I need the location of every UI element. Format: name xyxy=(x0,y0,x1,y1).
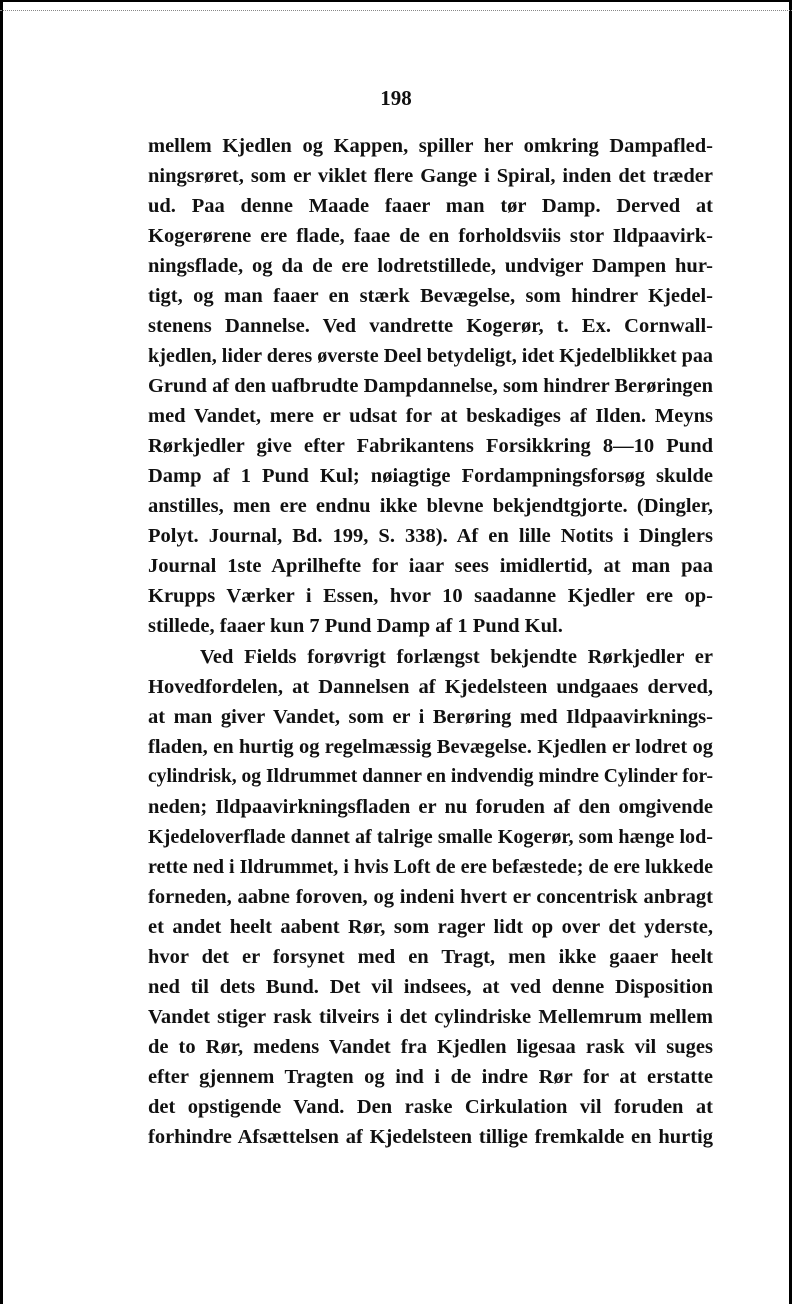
text-line: Vandet stiger rask tilveirs i det cylindriske Mellemrum mellem xyxy=(148,1006,713,1028)
scan-dotted-rule xyxy=(0,10,792,12)
text-line: neden; Ildpaavirkningsfladen er nu foruden af den omgivende xyxy=(148,796,713,818)
text-line: Polyt. Journal, Bd. 199, S. 338). Af en lille Notits i Dinglers xyxy=(148,525,713,547)
text-line: hvor det er forsynet med en Tragt, men ikke gaaer heelt xyxy=(148,946,713,968)
text-line: Ved Fields forøvrigt forlængst bekjendte Rørkjedler er xyxy=(200,646,713,668)
text-line: et andet heelt aabent Rør, som rager lidt op over det yderste, xyxy=(148,916,713,938)
page-number: 198 xyxy=(380,86,412,110)
text-line: Damp af 1 Pund Kul; nøiagtige Fordampningsforsøg skulde xyxy=(148,465,713,487)
text-line: Hovedfordelen, at Dannelsen af Kjedelsteen undgaaes derved, xyxy=(148,676,713,698)
text-line: fladen, en hurtig og regelmæssig Bevægelse. Kjedlen er lodret og xyxy=(148,736,713,758)
text-line: det opstigende Vand. Den raske Cirkulation vil foruden at xyxy=(148,1096,713,1118)
text-line: ningsflade, og da de ere lodretstillede, undviger Dampen hur- xyxy=(148,255,713,277)
text-line: ud. Paa denne Maade faaer man tør Damp. Derved at xyxy=(148,195,713,217)
text-line: Krupps Værker i Essen, hvor 10 saadanne Kjedler ere op- xyxy=(148,585,713,607)
text-line: Kogerørene ere flade, faae de en forholdsviis stor Ildpaavirk- xyxy=(148,225,713,247)
text-line: Kjedeloverflade dannet af talrige smalle Kogerør, som hænge lod- xyxy=(148,826,713,848)
text-line: forneden, aabne foroven, og indeni hvert er concentrisk anbragt xyxy=(148,886,713,908)
text-line: at man giver Vandet, som er i Berøring med Ildpaavirknings- xyxy=(148,706,713,728)
text-line: stillede, faaer kun 7 Pund Damp af 1 Pund Kul. xyxy=(148,615,563,637)
text-line: forhindre Afsættelsen af Kjedelsteen tillige fremkalde en hurtig xyxy=(148,1126,713,1148)
text-line: Grund af den uafbrudte Dampdannelse, som hindrer Berøringen xyxy=(148,375,713,397)
text-line: anstilles, men ere endnu ikke blevne bekjendtgjorte. (Dingler, xyxy=(148,495,713,517)
text-line: kjedlen, lider deres øverste Deel betydeligt, idet Kjedelblikket paa xyxy=(148,345,713,367)
text-line: ningsrøret, som er viklet flere Gange i Spiral, inden det træder xyxy=(148,165,713,187)
paragraph-1 xyxy=(148,131,713,641)
text-line: de to Rør, medens Vandet fra Kjedlen ligesaa rask vil suges xyxy=(148,1036,713,1058)
text-line: cylindrisk, og Ildrummet danner en indvendig mindre Cylinder for- xyxy=(148,766,714,787)
text-line: Rørkjedler give efter Fabrikantens Forsikkring 8—10 Pund xyxy=(148,435,713,457)
scan-border-left xyxy=(0,0,3,1304)
text-line: mellem Kjedlen og Kappen, spiller her omkring Dampafled- xyxy=(148,135,713,157)
text-line: ned til dets Bund. Det vil indsees, at ved denne Disposition xyxy=(148,976,713,998)
text-line: stenens Dannelse. Ved vandrette Kogerør, t. Ex. Cornwall- xyxy=(148,315,713,337)
text-line: rette ned i Ildrummet, i hvis Loft de ere befæstede; de ere lukkede xyxy=(148,856,713,878)
text-line: tigt, og man faaer en stærk Bevægelse, som hindrer Kjedel- xyxy=(148,285,713,307)
scan-border-top xyxy=(0,0,792,2)
paragraph-2 xyxy=(148,642,713,1152)
text-line: efter gjennem Tragten og ind i de indre Rør for at erstatte xyxy=(148,1066,713,1088)
text-line: Journal 1ste Aprilhefte for iaar sees imidlertid, at man paa xyxy=(148,555,713,577)
text-line: med Vandet, mere er udsat for at beskadiges af Ilden. Meyns xyxy=(148,405,713,427)
